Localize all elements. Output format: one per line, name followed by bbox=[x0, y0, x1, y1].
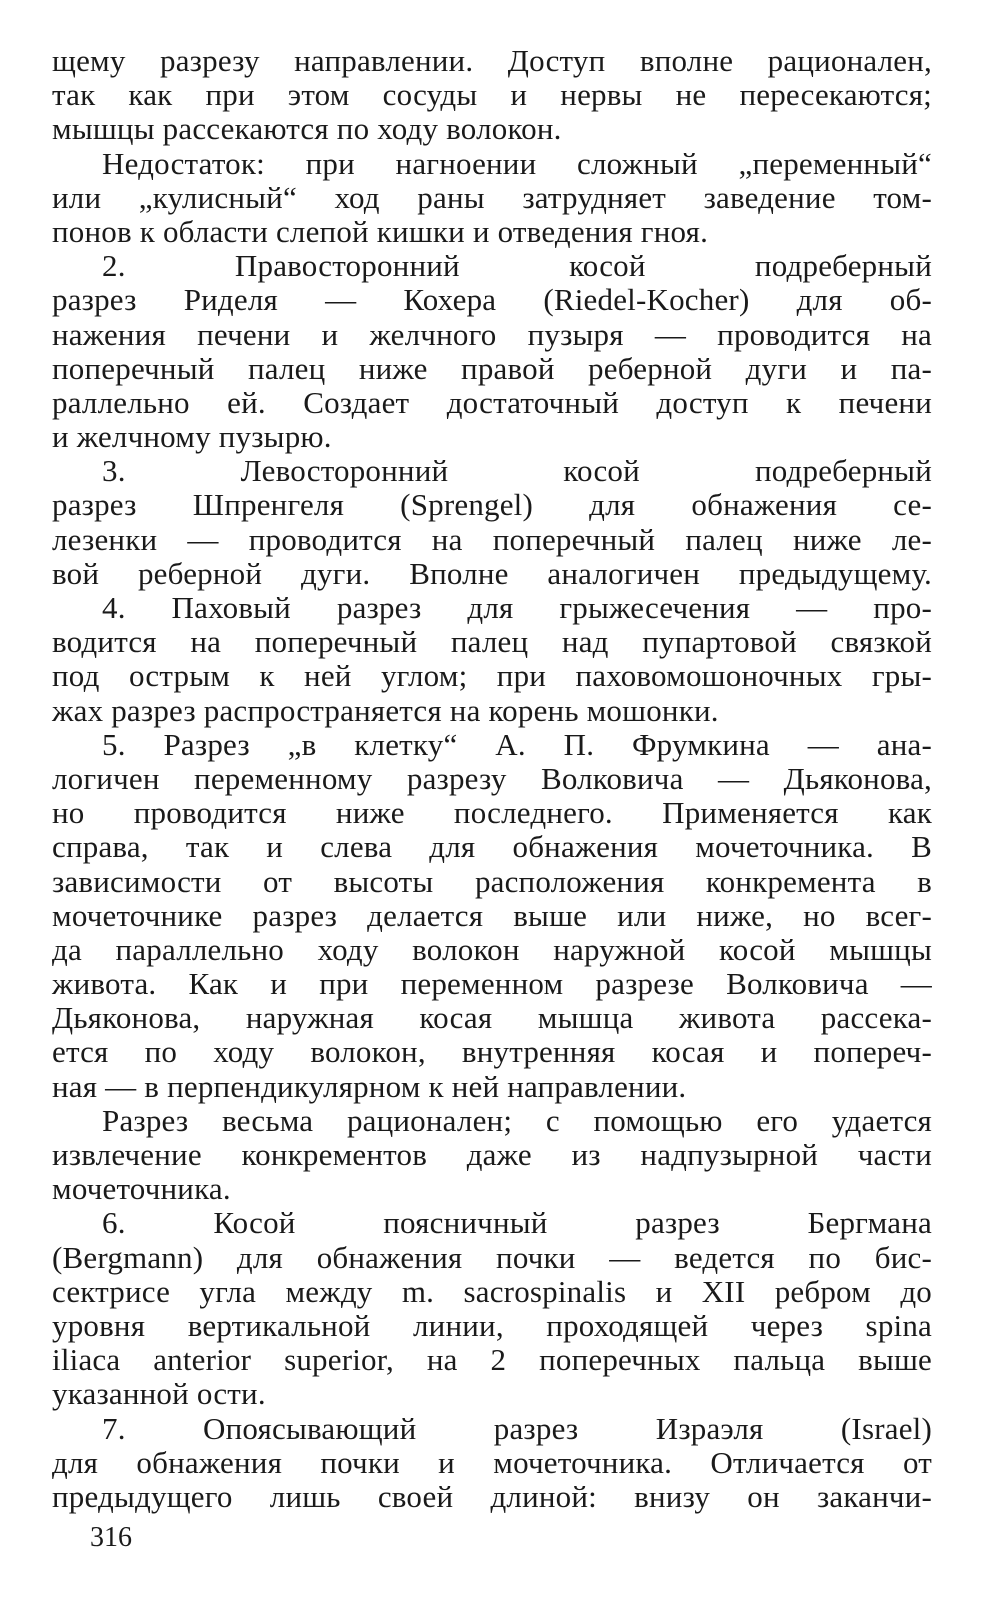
text-line: предыдущего лишь своей длиной: внизу он заканчи- bbox=[52, 1478, 932, 1514]
text-line: нажения печени и желчного пузыря — проводится на bbox=[52, 316, 932, 352]
text-line: указанной ости. bbox=[52, 1376, 266, 1412]
text-line: жах разрез распространяется на корень мошонки. bbox=[52, 692, 719, 728]
text-line: уровня вертикальной линии, проходящей через spina bbox=[52, 1307, 932, 1343]
text-line: зависимости от высоты расположения конкремента в bbox=[52, 863, 932, 899]
text-line: ется по ходу волокон, внутренняя косая и попереч- bbox=[52, 1034, 932, 1070]
text-line: разрез Шпренгеля (Sprengel) для обнажения се- bbox=[52, 487, 932, 523]
page-number: 316 bbox=[90, 1522, 132, 1553]
text-line: вой реберной дуги. Вполне аналогичен предыдущему. bbox=[52, 555, 932, 591]
text-line: мочеточнике разрез делается выше или ниже, но всег- bbox=[52, 897, 932, 933]
text-line: так как при этом сосуды и нервы не пересекаются; bbox=[52, 77, 932, 113]
text-line: сектрисе угла между m. sacrospinalis и XII ребром до bbox=[52, 1273, 932, 1309]
text-line: извлечение конкрементов даже из надпузырной части bbox=[52, 1137, 932, 1172]
text-line: 6. Косой поясничный разрез Бергмана bbox=[102, 1205, 932, 1241]
text-line: понов к области слепой кишки и отведения гноя. bbox=[52, 213, 709, 249]
text-line: для обнажения почки и мочеточника. Отличается от bbox=[52, 1444, 932, 1480]
text-line: и желчному пузырю. bbox=[52, 419, 332, 455]
page-text bbox=[52, 44, 932, 1514]
text-line: 3. Левосторонний косой подреберный bbox=[102, 453, 932, 489]
text-line: (Bergmann) для обнажения почки — ведется по бис- bbox=[52, 1239, 932, 1275]
text-line: или „кулисный“ ход раны затрудняет заведение том- bbox=[52, 179, 932, 215]
text-line: лезенки — проводится на поперечный палец ниже ле- bbox=[52, 521, 932, 557]
text-line: Дьяконова, наружная косая мышца живота рассека- bbox=[52, 1000, 932, 1036]
text-line: 4. Паховый разрез для грыжесечения — про- bbox=[102, 590, 932, 625]
text-line: справа, так и слева для обнажения мочеточника. В bbox=[52, 829, 932, 865]
text-line: 5. Разрез „в клетку“ А. П. Фрумкина — ана- bbox=[102, 726, 932, 762]
text-line: под острым к ней углом; при паховомошоночных гры- bbox=[52, 658, 932, 694]
text-line: да параллельно ходу волокон наружной косой мышцы bbox=[52, 931, 932, 967]
text-line: живота. Как и при переменном разрезе Волковича — bbox=[52, 966, 932, 1002]
text-line: но проводится ниже последнего. Применяется как bbox=[52, 795, 932, 831]
text-line: раллельно ей. Создает достаточный доступ к печени bbox=[52, 384, 932, 420]
text-line: 7. Опоясывающий разрез Израэля (Israel) bbox=[102, 1410, 932, 1446]
text-line: логичен переменному разрезу Волковича — Дьяконова, bbox=[52, 760, 932, 796]
text-line: поперечный палец ниже правой реберной дуги и па- bbox=[52, 350, 932, 386]
text-line: щему разрезу направлении. Доступ вполне рационален, bbox=[52, 43, 932, 78]
text-line: ная — в перпендикулярном к ней направлении. bbox=[52, 1068, 687, 1104]
text-line: мышцы рассекаются по ходу волокон. bbox=[52, 111, 562, 147]
text-line: мочеточника. bbox=[52, 1171, 231, 1207]
text-line: разрез Риделя — Кохера (Riedel-Kocher) для об- bbox=[52, 282, 932, 318]
text-line: водится на поперечный палец над пупартовой связкой bbox=[52, 624, 932, 660]
text-line: iliaca anterior superior, на 2 поперечных пальца выше bbox=[52, 1342, 932, 1378]
text-line: 2. Правосторонний косой подреберный bbox=[102, 248, 932, 284]
text-line: Недостаток: при нагноении сложный „переменный“ bbox=[102, 145, 932, 181]
text-line: Разрез весьма рационален; с помощью его удается bbox=[102, 1102, 932, 1138]
